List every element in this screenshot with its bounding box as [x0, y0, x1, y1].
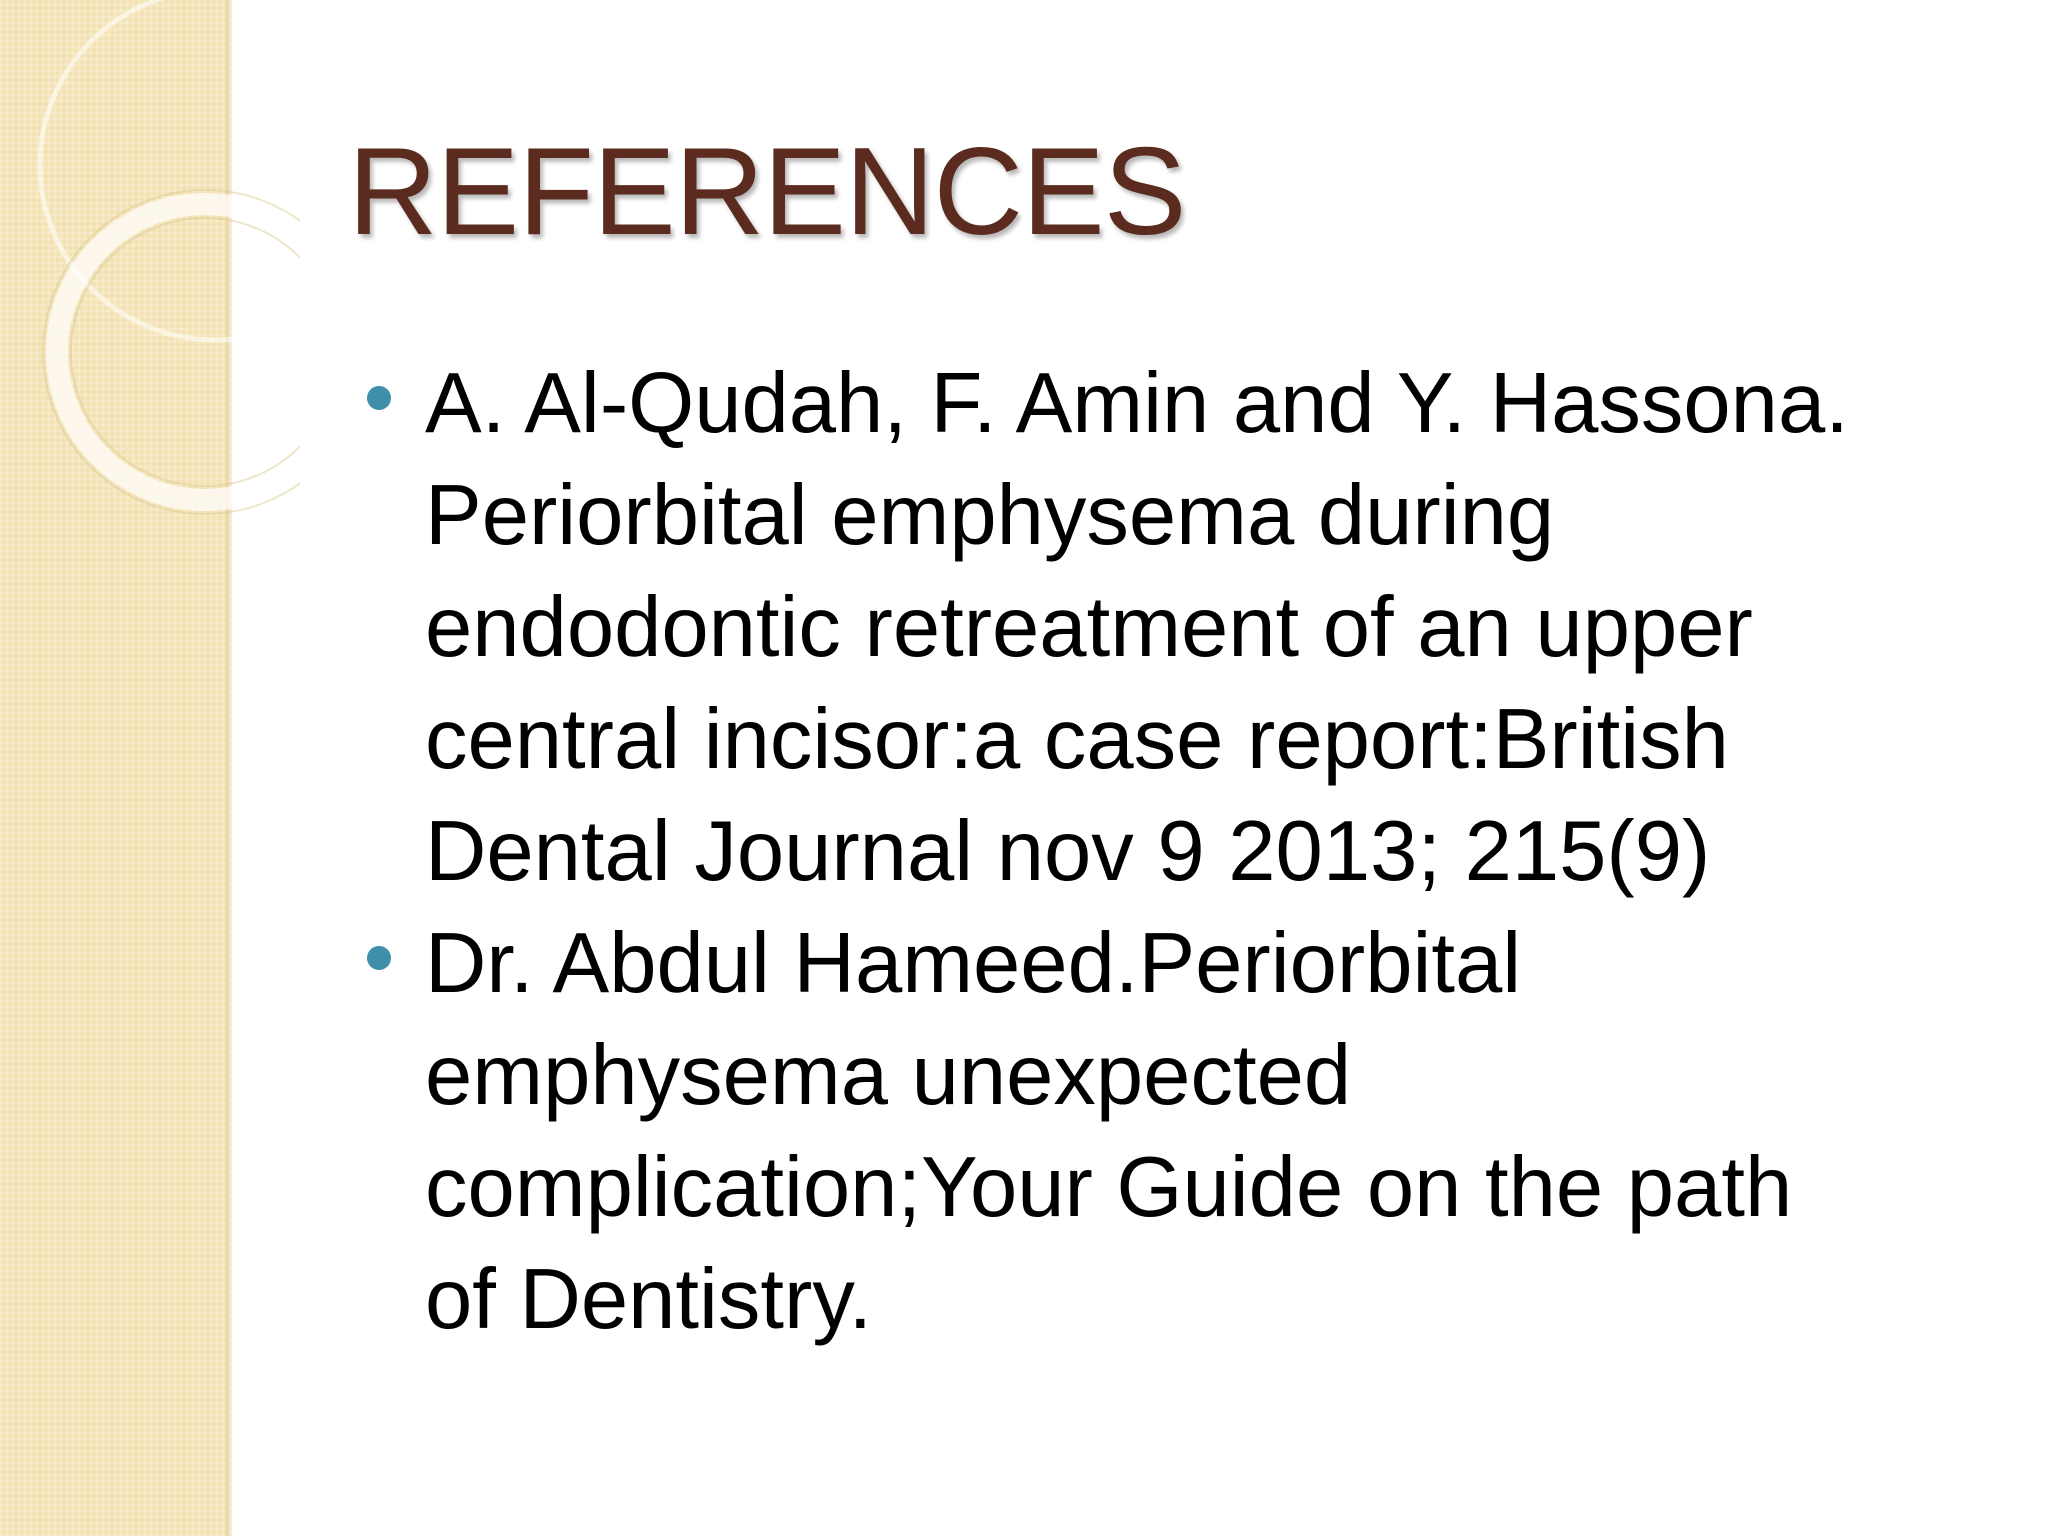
reference-line: Dental Journal nov 9 2013; 215(9) — [425, 804, 1711, 899]
reference-line: emphysema unexpected — [425, 1028, 1352, 1123]
ring-ornament-icon — [0, 0, 300, 520]
reference-line: of Dentistry. — [425, 1252, 873, 1347]
reference-line: central incisor:a case report:British — [425, 692, 1729, 787]
page-title: REFERENCES — [348, 123, 1186, 261]
reference-line: endodontic retreatment of an upper — [425, 580, 1753, 675]
reference-line: A. Al-Qudah, F. Amin and Y. Hassona. — [425, 356, 1849, 451]
reference-line: Periorbital emphysema during — [425, 468, 1555, 563]
bullet-icon — [367, 386, 391, 410]
reference-line: Dr. Abdul Hameed.Periorbital — [425, 916, 1522, 1011]
reference-line: complication;Your Guide on the path — [425, 1140, 1793, 1235]
list-item — [345, 908, 1985, 1356]
bullet-icon — [367, 946, 391, 970]
reference-list — [345, 348, 1985, 1356]
list-item — [345, 348, 1985, 908]
